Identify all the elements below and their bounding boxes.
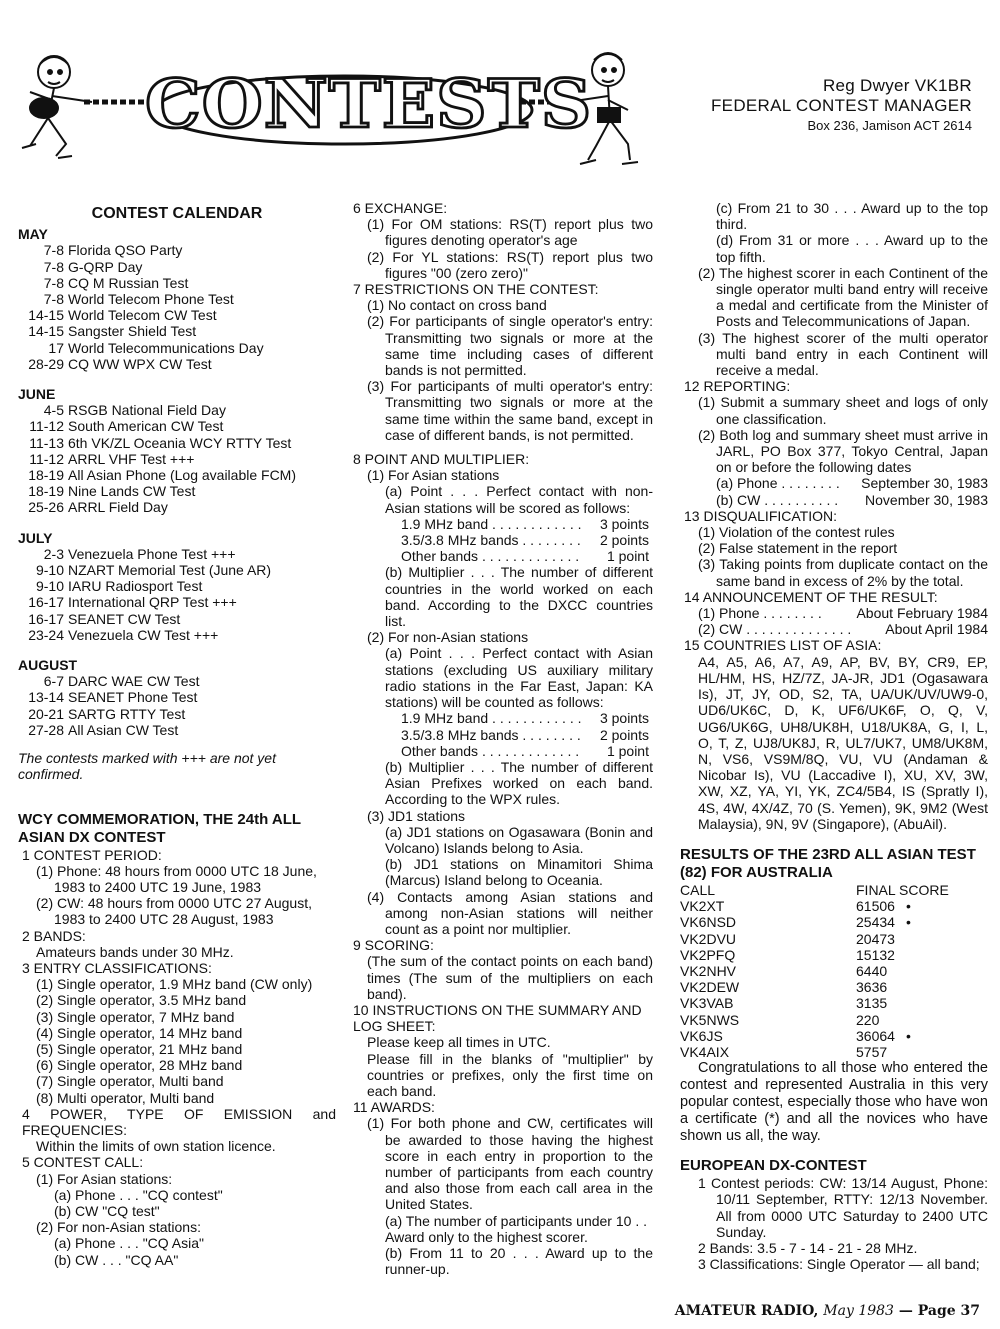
wcy-rules-part-3c	[680, 637, 988, 831]
european-rule-line: 1 Contest periods: CW: 13/14 August, Phone: 10/11 September, RTTY: 12/13 November. All from 0000 UTC Saturday to 2400 UTC Sunday.	[698, 1175, 988, 1240]
author-address: Box 236, Jamison ACT 2614	[807, 118, 972, 133]
rule-line: 6 EXCHANGE:	[353, 200, 448, 216]
result-certificate-mark	[906, 995, 926, 1011]
results-row	[680, 931, 988, 947]
rule-line: (3) The highest scorer of the multi operator multi band entry in each Continent will receive a medal.	[698, 329, 988, 379]
event-dates: 9-10	[35, 578, 64, 595]
event-name: ARRL Field Day	[68, 499, 168, 516]
column-3	[680, 200, 988, 1272]
rule-line: (2) Single operator, 3.5 MHz band	[36, 992, 247, 1009]
rule-line: (1) Phone: 48 hours from 0000 UTC 18 June, 1983 to 2400 UTC 19 June, 1983	[36, 862, 317, 895]
rule-line: (c) From 21 to 30 . . . Award up to the top third.	[716, 200, 988, 233]
event-name: NZART Memorial Test (June AR)	[68, 562, 272, 579]
rule-line: (4) Single operator, 14 MHz band	[36, 1024, 243, 1041]
rule-line: (2) Both log and summary sheet must arrive in JARL, PO Box 377, Tokyo Central, Japan on or before the following dates	[698, 426, 988, 476]
result-score: 25434	[856, 914, 895, 931]
event-dates: 14-15	[28, 323, 64, 340]
calendar-event	[18, 627, 336, 643]
event-dates: 28-29	[28, 355, 64, 372]
calendar-event	[18, 594, 336, 610]
result-call: VK6NSD	[680, 914, 737, 931]
results-header	[680, 882, 988, 898]
result-call: VK2XT	[680, 898, 725, 915]
results-row	[680, 1044, 988, 1060]
results-col-call: CALL	[680, 881, 716, 898]
report-date-row-label: (a) Phone . . . . . . . .	[716, 475, 840, 492]
column-2	[349, 200, 653, 1277]
result-score: 3636	[856, 979, 888, 996]
report-date-row-value: November 30, 1983	[865, 491, 988, 508]
band-points-row-value: 3 points	[599, 515, 649, 532]
band-points-row	[401, 548, 649, 564]
report-date-row	[716, 475, 988, 491]
band-points-row	[401, 532, 649, 548]
event-name: SARTG RTTY Test	[68, 705, 186, 722]
result-score: 6440	[856, 962, 888, 979]
rule-line: 15 COUNTRIES LIST OF ASIA:	[684, 637, 882, 654]
event-name: G-QRP Day	[68, 258, 143, 275]
calendar-event	[18, 722, 336, 738]
result-certificate-mark	[906, 931, 926, 947]
wcy-rules-part-2c	[349, 759, 653, 1278]
rule-line: (a) Point . . . Perfect contact with non-Asian stations will be scored as follows:	[385, 483, 653, 516]
calendar-month: JUNE	[18, 386, 56, 403]
event-dates: 7-8	[43, 291, 64, 308]
event-dates: 6-7	[43, 673, 64, 690]
band-points-row-label: 3.5/3.8 MHz bands . . . . . . . .	[401, 532, 581, 549]
rule-line: (1) For Asian stations	[367, 467, 500, 484]
european-title: EUROPEAN DX-CONTEST	[680, 1157, 867, 1175]
event-dates: 7-8	[43, 242, 64, 259]
event-dates: 11-12	[29, 450, 64, 467]
rule-line: 13 DISQUALIFICATION:	[684, 507, 837, 524]
non-asian-band-points	[349, 710, 653, 759]
wcy-rules-part-2	[349, 200, 653, 516]
result-certificate-mark	[906, 947, 926, 963]
result-score: 36064	[856, 1027, 895, 1044]
event-dates: 14-15	[28, 307, 64, 324]
calendar-event	[18, 435, 336, 451]
wcy-rules-part-3b	[680, 508, 988, 605]
wcy-rules-part-2b	[349, 564, 653, 710]
event-dates: 11-12	[29, 418, 64, 435]
event-name: All Asian CW Test	[68, 721, 179, 738]
calendar-note: The contests marked with +++ are not yet confirmed.	[18, 750, 276, 783]
rule-line: (a) The number of participants under 10 . . Award only to the highest scorer.	[385, 1212, 647, 1245]
rule-line: (2) For non-Asian stations	[367, 629, 529, 646]
result-date-row	[698, 605, 988, 621]
footer-issue: May 1983	[823, 1303, 894, 1319]
event-name: SEANET CW Test	[68, 610, 181, 627]
rule-line: 7 RESTRICTIONS ON THE CONTEST:	[353, 281, 599, 298]
calendar-event	[18, 499, 336, 515]
page-footer	[675, 1303, 980, 1319]
event-name: Florida QSO Party	[68, 242, 183, 259]
calendar-event	[18, 611, 336, 627]
rule-line: (1) Submit a summary sheet and logs of only one classification.	[698, 394, 988, 427]
event-name: SEANET Phone Test	[68, 689, 198, 706]
rule-line: (1) Single operator, 1.9 MHz band (CW only)	[36, 976, 313, 993]
rule-line: A4, A5, A6, A7, A9, AP, BV, BY, CR9, EP, HL/HM, HS, HZ/7Z, JA-JR, JD1 (Ogasawara Is), JT, JY, OD, S2, TA, UA/UK/UV/UW9-0, UD6/UK6C, D, K, UF6/UK6F, O, Q, V, UG6/UK6G, UH8/UK8H, U18/UK8A, G, I, L, O, T, Z, UJ8/UK8J, R, UL7/UK7, UM8/UK8M, N, VS6, VS9M/8Q, VU, VU (Andaman & Nicobar Is), VU (Laccadive I), XU, XV, 3W, XW, XZ, YA, YI, YK, ZC4/5B4, IS (Spratly I), 4S, 4W, 4X/4Z, 70 (S. Yemen), 9K, 9M2 (West Malaysia), 9N, 9V (Singapore), (AbuAil).	[698, 653, 988, 832]
band-points-row	[401, 516, 649, 532]
event-dates: 20-21	[28, 705, 64, 722]
band-points-row	[401, 710, 649, 726]
band-points-row	[401, 727, 649, 743]
calendar-event	[18, 578, 336, 594]
result-call: VK6JS	[680, 1027, 723, 1044]
rule-line: 8 POINT AND MULTIPLIER:	[353, 451, 530, 468]
results-table	[680, 898, 988, 1060]
band-points-row	[401, 743, 649, 759]
author-title: FEDERAL CONTEST MANAGER	[711, 96, 972, 115]
calendar-event	[18, 307, 336, 323]
rule-line: (5) Single operator, 21 MHz band	[36, 1040, 243, 1057]
result-call: VK5NWS	[680, 1011, 740, 1028]
footer-page: — Page 37	[898, 1303, 980, 1319]
column-1	[18, 200, 336, 1268]
band-points-row-label: Other bands . . . . . . . . . . . . .	[401, 742, 580, 759]
event-dates: 2-3	[43, 545, 64, 562]
result-date-row-label: (2) CW . . . . . . . . . . . . . .	[698, 621, 852, 638]
rule-line: (b) CW "CQ test"	[54, 1202, 160, 1219]
result-certificate-mark	[906, 1012, 926, 1028]
calendar-event	[18, 562, 336, 578]
rule-line: 1 CONTEST PERIOD:	[22, 846, 162, 863]
event-dates: 23-24	[28, 626, 64, 643]
result-certificate-mark	[906, 1044, 926, 1060]
calendar-month: MAY	[18, 226, 48, 243]
rule-line: (3) Taking points from duplicate contact on the same band in excess of 2% by the total.	[698, 556, 988, 589]
calendar-event	[18, 356, 336, 372]
rule-line: 5 CONTEST CALL:	[22, 1154, 144, 1171]
calendar-event	[18, 706, 336, 722]
results-row	[680, 1028, 988, 1044]
event-name: World Telecom CW Test	[68, 307, 217, 324]
result-score: 3135	[856, 995, 888, 1012]
calendar-event	[18, 340, 336, 356]
event-dates: 9-10	[35, 562, 64, 579]
result-call: VK2DVU	[680, 930, 737, 947]
results-title: RESULTS OF THE 23RD ALL ASIAN TEST (82) FOR AUSTRALIA	[680, 845, 976, 881]
rule-line: (b) Multiplier . . . The number of different Asian Prefixes worked on each band. According to the WPX rules.	[385, 758, 653, 808]
result-date-row-value: About February 1984	[856, 605, 988, 622]
rule-line: (The sum of the contact points on each band) times (The sum of the multipliers on each band).	[367, 953, 653, 1002]
report-date-row-value: September 30, 1983	[861, 475, 988, 492]
reporting-dates	[680, 475, 988, 507]
calendar-event	[18, 323, 336, 339]
result-date-row-label: (1) Phone . . . . . . . .	[698, 605, 822, 622]
band-points-row-value: 2 points	[599, 726, 649, 743]
rule-line: (3) Single operator, 7 MHz band	[36, 1008, 235, 1025]
band-points-row-value: 2 points	[599, 532, 649, 549]
calendar-event	[18, 402, 336, 418]
result-certificate-mark: •	[906, 914, 911, 931]
event-name: ARRL VHF Test +++	[68, 450, 195, 467]
event-name: International QRP Test +++	[68, 594, 237, 611]
rule-line: (2) CW: 48 hours from 0000 UTC 27 August, 1983 to 2400 UTC 28 August, 1983	[36, 895, 312, 928]
event-name: DARC WAE CW Test	[68, 673, 200, 690]
contest-calendar	[18, 226, 336, 738]
rule-line: (6) Single operator, 28 MHz band	[36, 1057, 243, 1074]
results-col-score: FINAL SCORE	[856, 881, 949, 898]
rule-line	[349, 443, 653, 451]
rule-line: 10 INSTRUCTIONS ON THE SUMMARY AND LOG SHEET:	[353, 1001, 642, 1035]
rule-line: (b) Multiplier . . . The number of different countries in the world worked on each band. According to the DXCC countries list.	[385, 564, 653, 630]
result-certificate-mark: •	[906, 1027, 911, 1044]
results-row	[680, 947, 988, 963]
rule-line: (2) The highest scorer in each Continent of the single operator multi band entry will receive a medal and certificate from the Minister of Posts and Telecommunications of Japan.	[698, 264, 988, 330]
rule-line: (1) Violation of the contest rules	[698, 524, 895, 541]
rule-line: (1) For Asian stations:	[36, 1170, 173, 1187]
author-block	[711, 76, 972, 133]
rule-line: (1) For both phone and CW, certificates will be awarded to those having the highest score in each entry in proportion to the number of participants from each country and also those from each call area in the United States.	[367, 1115, 653, 1213]
result-score: 61506	[856, 898, 895, 915]
rule-line: 11 AWARDS:	[353, 1099, 435, 1116]
footer-magazine: AMATEUR RADIO,	[674, 1303, 819, 1319]
rule-line: (4) Contacts among Asian stations and among non-Asian stations will neither count as a point nor multiplier.	[367, 888, 653, 937]
rule-line: (b) JD1 stations on Minamitori Shima (Marcus) Island belong to Oceania.	[385, 856, 653, 889]
event-name: RSGB National Field Day	[68, 402, 226, 419]
wcy-rules-part-3	[680, 200, 988, 475]
rule-line: Please keep all times in UTC.	[367, 1034, 551, 1051]
calendar-event	[18, 259, 336, 275]
result-certificate-mark: •	[906, 898, 911, 915]
asian-band-points	[349, 516, 653, 565]
calendar-event	[18, 483, 336, 499]
event-name: All Asian Phone (Log available FCM)	[68, 467, 297, 484]
european-rule-line: 3 Classifications: Single Operator — all band;	[698, 1256, 980, 1273]
band-points-row-value: 1 point	[606, 548, 649, 565]
result-certificate-mark	[906, 963, 926, 979]
result-date-row-value: About April 1984	[885, 621, 988, 638]
calendar-event	[18, 275, 336, 291]
result-score: 5757	[856, 1043, 888, 1060]
announcement-dates	[680, 605, 988, 637]
event-name: 6th VK/ZL Oceania WCY RTTY Test	[68, 434, 292, 451]
rule-line: (b) From 11 to 20 . . . Award up to the runner-up.	[385, 1245, 653, 1278]
rule-line: (2) False statement in the report	[698, 540, 898, 557]
rule-line: Amateurs bands under 30 MHz.	[36, 943, 234, 960]
event-dates: 4-5	[43, 402, 64, 419]
wcy-section-title: WCY COMMEMORATION, THE 24th ALL ASIAN DX CONTEST	[18, 810, 301, 846]
results-row	[680, 963, 988, 979]
event-dates: 13-14	[28, 689, 64, 706]
european-rules	[680, 1175, 988, 1272]
band-points-row-value: 1 point	[606, 742, 649, 759]
rule-line: (8) Multi operator, Multi band	[36, 1089, 215, 1106]
band-points-row-label: 1.9 MHz band . . . . . . . . . . . .	[401, 710, 582, 727]
event-dates: 18-19	[28, 467, 64, 484]
rule-line: 3 ENTRY CLASSIFICATIONS:	[22, 959, 212, 976]
event-name: South American CW Test	[68, 418, 224, 435]
event-name: Nine Lands CW Test	[68, 483, 196, 500]
event-name: CQ M Russian Test	[68, 274, 189, 291]
european-rule-line: 2 Bands: 3.5 - 7 - 14 - 21 - 28 MHz.	[698, 1239, 918, 1256]
event-name: Venezuela Phone Test +++	[68, 545, 236, 562]
report-date-row-label: (b) CW . . . . . . . . . .	[716, 491, 839, 508]
result-call: VK2NHV	[680, 962, 737, 979]
result-call: VK4AIX	[680, 1043, 730, 1060]
contest-calendar-title: CONTEST CALENDAR	[91, 205, 263, 222]
rule-line: 2 BANDS:	[22, 927, 86, 944]
rule-line: (b) CW . . . "CQ AA"	[54, 1251, 179, 1268]
rule-line: (1) For OM stations: RS(T) report plus two figures denoting operator's age	[367, 216, 653, 249]
rule-line: 4 POWER, TYPE OF EMISSION and FREQUENCIES:	[22, 1105, 336, 1138]
result-date-row	[698, 621, 988, 637]
band-points-row-label: Other bands . . . . . . . . . . . . .	[401, 548, 580, 565]
rule-line: Please fill in the blanks of "multiplier" by countries or prefixes, only the first time on each band.	[367, 1050, 653, 1099]
event-dates: 25-26	[28, 499, 64, 516]
results-congratulations: Congratulations to all those who entered the contest and represented Australia in this very popular contest, especially those who have won a certificate (*) and all the novices who have shown us all, the way.	[680, 1060, 988, 1145]
event-dates: 7-8	[43, 258, 64, 275]
result-score: 20473	[856, 930, 895, 947]
rule-line: (a) Phone . . . "CQ contest"	[54, 1186, 223, 1203]
band-points-row-label: 3.5/3.8 MHz bands . . . . . . . .	[401, 726, 581, 743]
event-name: World Telecommunications Day	[68, 339, 264, 356]
rule-line: (7) Single operator, Multi band	[36, 1073, 224, 1090]
result-call: VK2PFQ	[680, 946, 736, 963]
event-dates: 16-17	[28, 594, 64, 611]
event-name: Venezuela CW Test +++	[68, 626, 219, 643]
result-score: 220	[856, 1011, 880, 1028]
calendar-event	[18, 673, 336, 689]
event-dates: 11-13	[29, 434, 64, 451]
left-cartoon-figure	[22, 56, 92, 158]
calendar-month: AUGUST	[18, 657, 78, 674]
rule-line: (3) JD1 stations	[367, 807, 466, 824]
event-dates: 17	[48, 339, 64, 356]
calendar-event	[18, 451, 336, 467]
event-dates: 18-19	[28, 483, 64, 500]
calendar-event	[18, 242, 336, 258]
rule-line: 12 REPORTING:	[684, 378, 791, 395]
calendar-month: JULY	[18, 529, 53, 546]
rule-line: (2) For non-Asian stations:	[36, 1219, 201, 1236]
event-name: Sangster Shield Test	[68, 323, 197, 340]
calendar-event	[18, 291, 336, 307]
rule-line: (a) JD1 stations on Ogasawara (Bonin and Volcano) Islands belong to Asia.	[385, 823, 653, 856]
event-name: CQ WW WPX CW Test	[68, 355, 212, 372]
calendar-event	[18, 689, 336, 705]
rule-line: 14 ANNOUNCEMENT OF THE RESULT:	[684, 588, 938, 605]
rule-line: Within the limits of own station licence.	[36, 1138, 276, 1155]
event-name: World Telecom Phone Test	[68, 291, 234, 308]
rule-line: (a) Phone . . . "CQ Asia"	[54, 1235, 205, 1252]
rule-line: (2) For YL stations: RS(T) report plus two figures "00 (zero zero)"	[367, 248, 653, 281]
contests-banner-title: CONTESTS	[145, 64, 593, 143]
event-name: IARU Radiosport Test	[68, 578, 203, 595]
rule-line: (2) For participants of single operator's entry: Transmitting two signals or more at the same time including cases of different bands is not permitted.	[367, 313, 653, 379]
wcy-rules-part-1	[18, 847, 336, 1268]
event-dates: 16-17	[28, 610, 64, 627]
rule-line: (a) Point . . . Perfect contact with Asian stations (excluding US auxiliary military radio stations in the Far East, Japan: KA stations) will be counted as follows:	[385, 645, 653, 711]
results-row	[680, 995, 988, 1011]
result-score: 15132	[856, 946, 895, 963]
results-row	[680, 979, 988, 995]
calendar-event	[18, 418, 336, 434]
rule-line: (1) No contact on cross band	[367, 297, 547, 314]
band-points-row-label: 1.9 MHz band . . . . . . . . . . . .	[401, 515, 582, 532]
rule-line: (3) For participants of multi operator's entry: Transmitting two signals or more at the same time within the same band, except in case of different bands, is not permitted.	[367, 378, 653, 443]
event-dates: 7-8	[43, 274, 64, 291]
calendar-event	[18, 546, 336, 562]
calendar-event	[18, 467, 336, 483]
author-name: Reg Dwyer VK1BR	[822, 76, 972, 95]
results-row	[680, 1012, 988, 1028]
results-row	[680, 898, 988, 914]
result-call: VK2DEW	[680, 979, 740, 996]
rule-line: 9 SCORING:	[353, 937, 434, 954]
result-call: VK3VAB	[680, 995, 734, 1012]
results-row	[680, 914, 988, 930]
band-points-row-value: 3 points	[599, 710, 649, 727]
event-dates: 27-28	[28, 721, 64, 738]
rule-line: (d) From 31 or more . . . Award up to the top fifth.	[716, 232, 988, 265]
result-certificate-mark	[906, 979, 926, 995]
report-date-row	[716, 492, 988, 508]
